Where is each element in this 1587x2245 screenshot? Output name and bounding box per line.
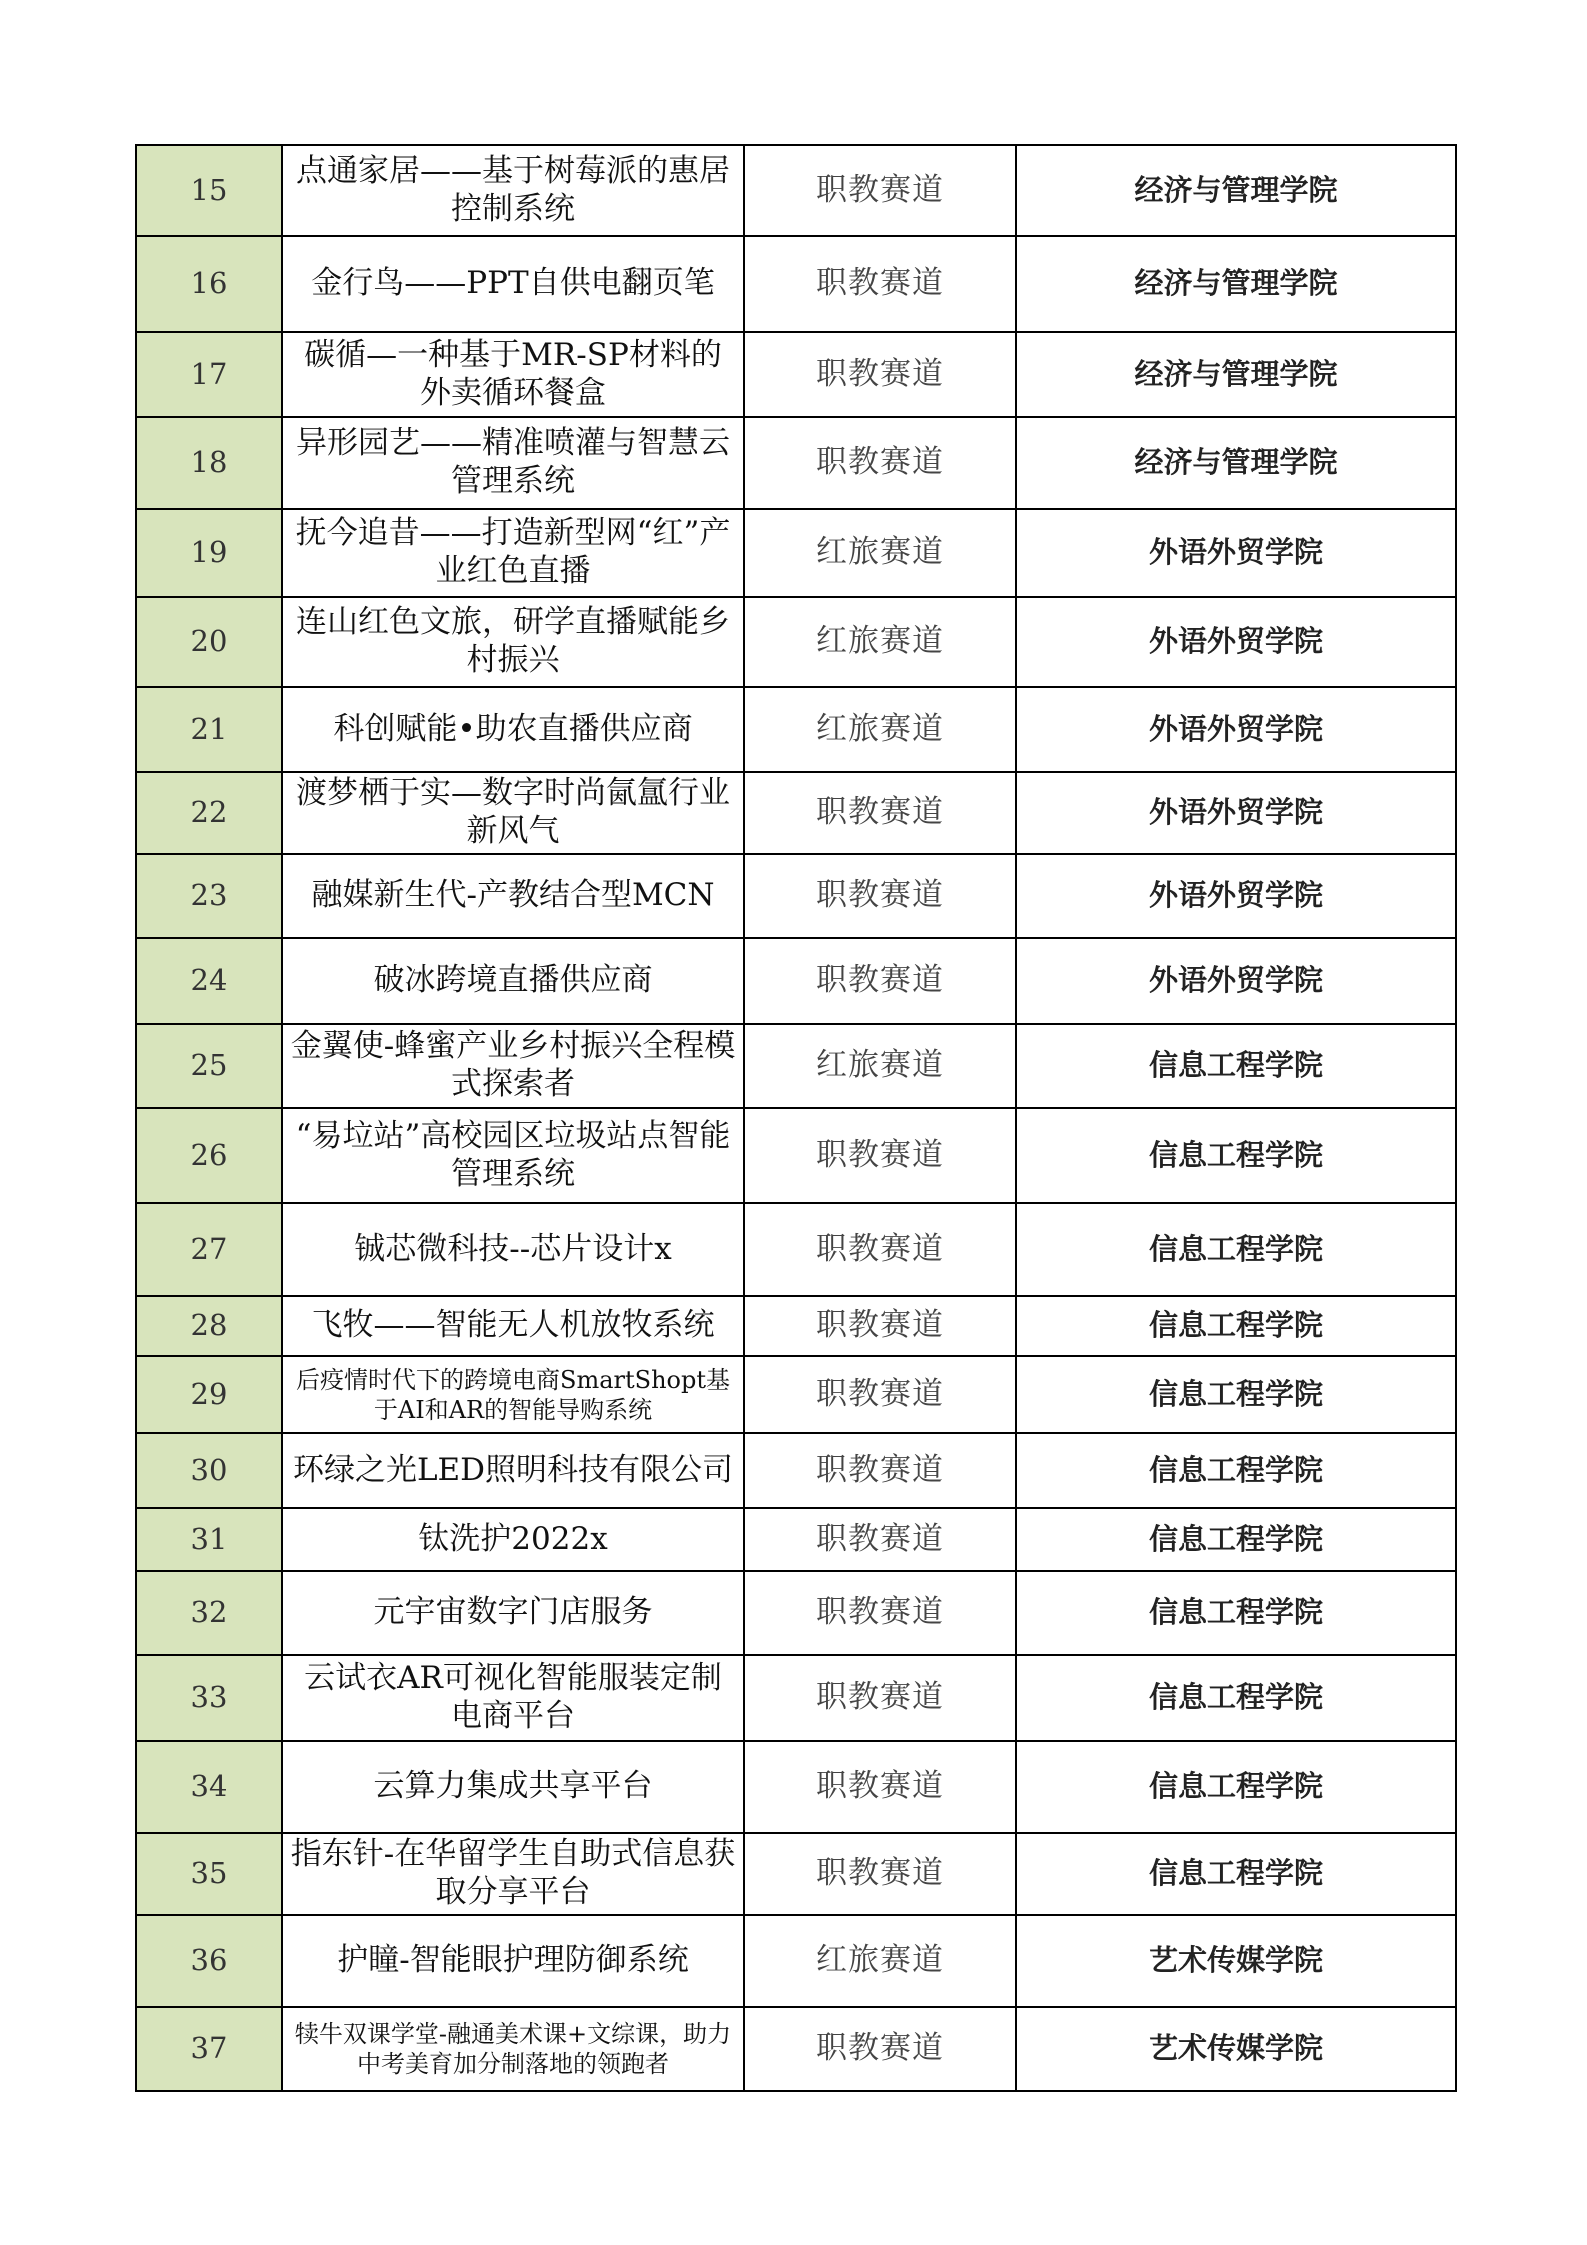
- row-number: 20: [136, 597, 282, 687]
- track-name: 职教赛道: [744, 2007, 1016, 2091]
- track-name: 职教赛道: [744, 145, 1016, 236]
- project-name: 钛洗护2022x: [282, 1508, 744, 1571]
- project-name: 碳循—一种基于MR-SP材料的外卖循环餐盒: [282, 332, 744, 417]
- results-table: [135, 144, 1457, 2092]
- track-name: 职教赛道: [744, 417, 1016, 509]
- track-name: 职教赛道: [744, 1741, 1016, 1833]
- project-name: 金行鸟——PPT自供电翻页笔: [282, 236, 744, 332]
- college-name: 信息工程学院: [1016, 1508, 1456, 1571]
- row-number: 17: [136, 332, 282, 417]
- college-name: 信息工程学院: [1016, 1356, 1456, 1433]
- college-name: 外语外贸学院: [1016, 772, 1456, 854]
- table-row: [136, 145, 1456, 236]
- results-table-container: [135, 144, 1455, 2092]
- track-name: 职教赛道: [744, 938, 1016, 1024]
- row-number: 18: [136, 417, 282, 509]
- project-name: 破冰跨境直播供应商: [282, 938, 744, 1024]
- table-row: [136, 1508, 1456, 1571]
- table-row: [136, 1655, 1456, 1741]
- track-name: 职教赛道: [744, 1203, 1016, 1296]
- table-row: [136, 1571, 1456, 1655]
- table-row: [136, 854, 1456, 938]
- project-name: 连山红色文旅，研学直播赋能乡村振兴: [282, 597, 744, 687]
- row-number: 25: [136, 1024, 282, 1108]
- track-name: 红旅赛道: [744, 597, 1016, 687]
- college-name: 经济与管理学院: [1016, 417, 1456, 509]
- project-name: 元宇宙数字门店服务: [282, 1571, 744, 1655]
- row-number: 37: [136, 2007, 282, 2091]
- row-number: 32: [136, 1571, 282, 1655]
- track-name: 红旅赛道: [744, 1915, 1016, 2007]
- college-name: 信息工程学院: [1016, 1833, 1456, 1915]
- project-name: 飞牧——智能无人机放牧系统: [282, 1296, 744, 1356]
- college-name: 信息工程学院: [1016, 1655, 1456, 1741]
- project-name: 云算力集成共享平台: [282, 1741, 744, 1833]
- college-name: 信息工程学院: [1016, 1108, 1456, 1203]
- row-number: 35: [136, 1833, 282, 1915]
- table-row: [136, 687, 1456, 772]
- table-row: [136, 1203, 1456, 1296]
- track-name: 职教赛道: [744, 1433, 1016, 1508]
- project-name: 点通家居——基于树莓派的惠居控制系统: [282, 145, 744, 236]
- track-name: 职教赛道: [744, 332, 1016, 417]
- row-number: 36: [136, 1915, 282, 2007]
- college-name: 经济与管理学院: [1016, 332, 1456, 417]
- college-name: 外语外贸学院: [1016, 854, 1456, 938]
- row-number: 30: [136, 1433, 282, 1508]
- table-row: [136, 1356, 1456, 1433]
- row-number: 19: [136, 509, 282, 597]
- college-name: 信息工程学院: [1016, 1203, 1456, 1296]
- project-name: 异形园艺——精准喷灌与智慧云管理系统: [282, 417, 744, 509]
- college-name: 外语外贸学院: [1016, 687, 1456, 772]
- project-name: 云试衣AR可视化智能服装定制电商平台: [282, 1655, 744, 1741]
- college-name: 经济与管理学院: [1016, 236, 1456, 332]
- row-number: 16: [136, 236, 282, 332]
- results-table-body: [136, 145, 1456, 2091]
- row-number: 29: [136, 1356, 282, 1433]
- college-name: 艺术传媒学院: [1016, 1915, 1456, 2007]
- track-name: 职教赛道: [744, 1296, 1016, 1356]
- college-name: 信息工程学院: [1016, 1024, 1456, 1108]
- project-name: 抚今追昔——打造新型网“红”产业红色直播: [282, 509, 744, 597]
- project-name: 环绿之光LED照明科技有限公司: [282, 1433, 744, 1508]
- table-row: [136, 772, 1456, 854]
- table-row: [136, 1108, 1456, 1203]
- college-name: 艺术传媒学院: [1016, 2007, 1456, 2091]
- table-row: [136, 1296, 1456, 1356]
- track-name: 职教赛道: [744, 1108, 1016, 1203]
- project-name: 护瞳-智能眼护理防御系统: [282, 1915, 744, 2007]
- project-name: 科创赋能•助农直播供应商: [282, 687, 744, 772]
- college-name: 信息工程学院: [1016, 1296, 1456, 1356]
- track-name: 职教赛道: [744, 1508, 1016, 1571]
- project-name: 犊牛双课学堂-融通美术课+文综课，助力中考美育加分制落地的领跑者: [282, 2007, 744, 2091]
- track-name: 职教赛道: [744, 854, 1016, 938]
- table-row: [136, 1741, 1456, 1833]
- college-name: 信息工程学院: [1016, 1741, 1456, 1833]
- track-name: 红旅赛道: [744, 1024, 1016, 1108]
- college-name: 外语外贸学院: [1016, 509, 1456, 597]
- project-name: 渡梦栖于实—数字时尚氤氲行业新风气: [282, 772, 744, 854]
- track-name: 职教赛道: [744, 1833, 1016, 1915]
- row-number: 23: [136, 854, 282, 938]
- row-number: 28: [136, 1296, 282, 1356]
- table-row: [136, 332, 1456, 417]
- track-name: 职教赛道: [744, 236, 1016, 332]
- table-row: [136, 417, 1456, 509]
- track-name: 职教赛道: [744, 1356, 1016, 1433]
- track-name: 红旅赛道: [744, 687, 1016, 772]
- table-row: [136, 1433, 1456, 1508]
- row-number: 33: [136, 1655, 282, 1741]
- table-row: [136, 1833, 1456, 1915]
- table-row: [136, 236, 1456, 332]
- row-number: 31: [136, 1508, 282, 1571]
- project-name: 后疫情时代下的跨境电商SmartShopt基于AI和AR的智能导购系统: [282, 1356, 744, 1433]
- table-row: [136, 938, 1456, 1024]
- table-row: [136, 509, 1456, 597]
- track-name: 职教赛道: [744, 1571, 1016, 1655]
- row-number: 27: [136, 1203, 282, 1296]
- row-number: 22: [136, 772, 282, 854]
- row-number: 24: [136, 938, 282, 1024]
- college-name: 信息工程学院: [1016, 1433, 1456, 1508]
- college-name: 外语外贸学院: [1016, 597, 1456, 687]
- table-row: [136, 597, 1456, 687]
- college-name: 信息工程学院: [1016, 1571, 1456, 1655]
- project-name: “易垃站”高校园区垃圾站点智能管理系统: [282, 1108, 744, 1203]
- project-name: 金翼使-蜂蜜产业乡村振兴全程模式探索者: [282, 1024, 744, 1108]
- table-row: [136, 2007, 1456, 2091]
- table-row: [136, 1024, 1456, 1108]
- track-name: 红旅赛道: [744, 509, 1016, 597]
- track-name: 职教赛道: [744, 1655, 1016, 1741]
- table-row: [136, 1915, 1456, 2007]
- row-number: 15: [136, 145, 282, 236]
- college-name: 外语外贸学院: [1016, 938, 1456, 1024]
- row-number: 21: [136, 687, 282, 772]
- row-number: 26: [136, 1108, 282, 1203]
- track-name: 职教赛道: [744, 772, 1016, 854]
- project-name: 铖芯微科技--芯片设计x: [282, 1203, 744, 1296]
- college-name: 经济与管理学院: [1016, 145, 1456, 236]
- row-number: 34: [136, 1741, 282, 1833]
- project-name: 指东针-在华留学生自助式信息获取分享平台: [282, 1833, 744, 1915]
- project-name: 融媒新生代-产教结合型MCN: [282, 854, 744, 938]
